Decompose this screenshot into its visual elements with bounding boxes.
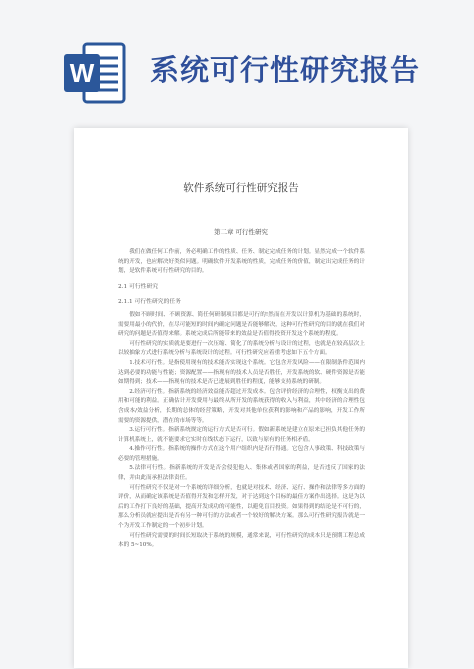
section-heading: 2.1 可行性研究 bbox=[118, 283, 159, 290]
paragraph-intro: 我们在做任何工作前，务必明确工作的性质、任务、制定完成任务的计划。显然完成一个软件系统的开发，也应解决好类似问题。明确软件开发系统的性质，完成任务的价值，制定出完成任务的计划，是软件系统可行性研究的目的。 bbox=[118, 249, 365, 275]
document-page bbox=[74, 128, 408, 668]
paragraph: 2.经济可行性。指新系统的经济效益能否超过开发成本。包含评价经济的合理性，权衡支出的费用和可能的利益。正确估计开发费用与最终从所开发的系统获得的收入与利益，其中经济的合理性包含成本/效益分析，长期的总体的经营策略，开发对其他单位获利的影响和产品的影响，开发工作所需要的资源提供，潜在的市场等等。 bbox=[118, 388, 365, 424]
paragraph: 4.操作可行性。指系统的操作方式在这个用户组织内是否行得通。它包含人事政策、科技政策与必要的管理措施。 bbox=[118, 446, 365, 462]
paragraph: 假如不顾时间、不顾资源、简任何研制项目都是可行的!然而在开发以计算机为基础的系统时，需要用最小的代价，在尽可能短的时间内确定问题是否能够解决，这种可行性研究的目的就在我们对研究的问题是否值得来解。系统完成后所能带来的效益是否值得投资开发这个系统的程度。 bbox=[118, 311, 365, 338]
subsection-heading: 2.1.1 可行性研究的任务 bbox=[118, 299, 181, 306]
paragraph: 可行性研究的实质就是要进行一次压缩、简化了的系统分析与设计的过程，也就是在较高层次上以较抽象方式进行系统分析与系统设计的过程。可行性研究应着重考虑如下五个方面。 bbox=[118, 340, 365, 357]
chapter-heading: 第二章 可行性研究 bbox=[213, 228, 269, 236]
document-title: 软件系统可行性研究报告 bbox=[183, 182, 299, 194]
document-body bbox=[118, 248, 365, 551]
word-logo-letter: W bbox=[69, 58, 95, 88]
banner-title: 系统可行性研究报告 bbox=[150, 53, 421, 87]
paragraph: 1.技术可行性。是指使用现有的技术能否实现这个系统。它包含开发风险——在限制条件范围内达到必要的功能与性能；资源配置——指现有的技术人员是否胜任，开发系统的软、硬件资源是否能如期得到；技术——指现有的技术是否已进展到胜任的程度，能够支持系统的研制。 bbox=[118, 359, 365, 386]
word-document-icon bbox=[62, 40, 128, 106]
paragraph: 5.法律可行性。指新系统的开发是否会侵犯他人、集体或者国家的利益，是否违反了国家的法律，并由此而承担法律责任。 bbox=[118, 465, 365, 482]
banner bbox=[0, 0, 474, 118]
paragraph: 3.运行可行性。指新系统规定的运行方式是否可行。假如新系统是建立在原来已担负其他任务的计算机系统上，就不能要求它实时在线状态下运行，以致与原有的任务相矛盾。 bbox=[118, 427, 365, 443]
paragraph: 可行性研究不仅是对一个系统的详细分析，也就是对技术、经济、运行、操作和法律等多方面的评价，从而确定该系统是否值得开发和怎样开发，对于达到这个目标的最佳方案作出选择。这是为以后的工作打下良好的基础，提高开发成功的可能性，以避免盲目投资。如果得到的结论是不可行的，那么分析员就应提出是否有另一种可行的方法或者一个较好的解决方案。那么可行性研究报告就是一个为开发工作制定的一个初步计划。 bbox=[118, 484, 365, 530]
paragraph: 可行性研究需要的时间长短取决于系统的规模，通常来说，可行性研究的成本只是预期工程总成本的 5~10%。 bbox=[118, 532, 365, 549]
